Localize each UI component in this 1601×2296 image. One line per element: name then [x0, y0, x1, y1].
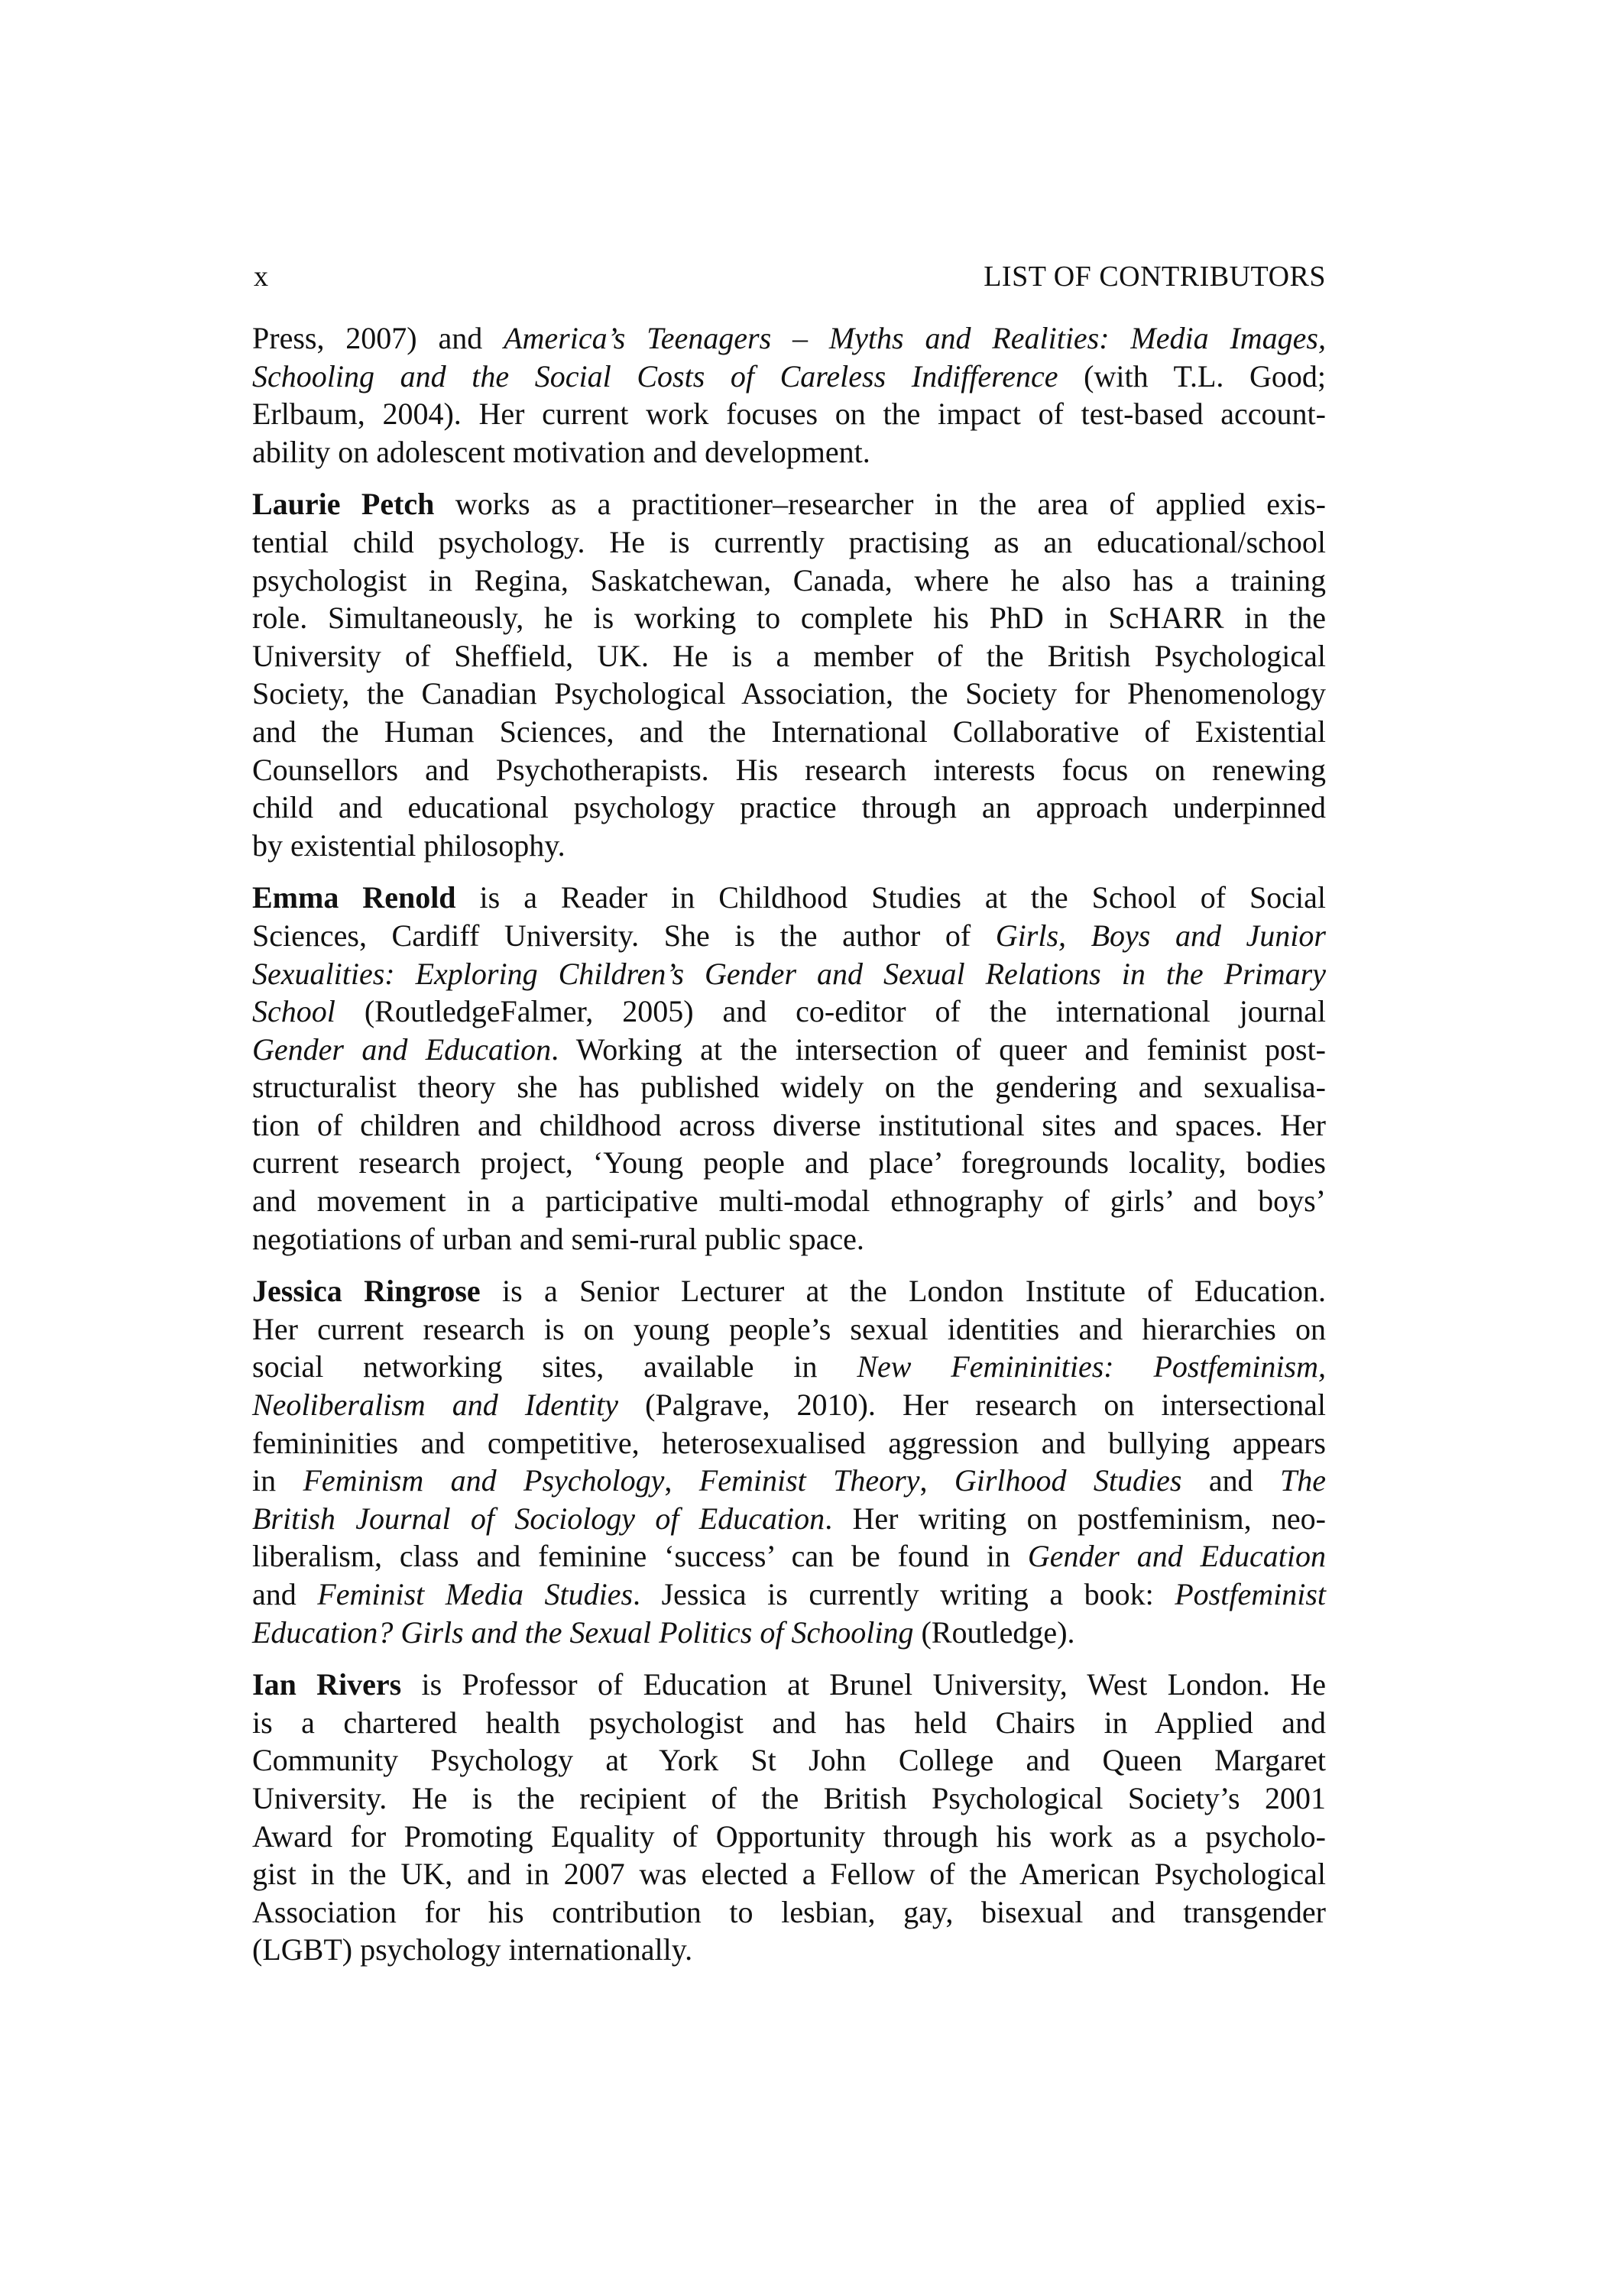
- text-line: [252, 523, 1326, 562]
- text-line: [252, 713, 1326, 751]
- text-run: tion of children and childhood across diverse institutional sites and spaces. Her: [252, 1107, 1326, 1142]
- contributor-paragraph: [252, 485, 1326, 864]
- text-run: . Working at the intersection of queer and feminist post-: [551, 1031, 1327, 1067]
- text-line: [252, 599, 1326, 637]
- text-run: Press, 2007) and: [252, 321, 504, 355]
- text-run: and movement in a participative multi-modal ethnography of girls’ and boys’: [252, 1184, 1326, 1219]
- text-run: is a Reader in Childhood Studies at the School of Social: [455, 880, 1326, 915]
- text-run: Award for Promoting Equality of Opportunity through his work as a psycholo-: [252, 1818, 1326, 1854]
- text-run: Society, the Canadian Psychological Association, the Society for Phenomenology: [252, 676, 1326, 711]
- contributor-name: Ian Rivers: [252, 1667, 402, 1702]
- page-number: x: [254, 261, 268, 293]
- text-line: [252, 1348, 1326, 1386]
- text-run: (Palgrave, 2010). Her research on intersectional: [618, 1388, 1326, 1423]
- text-line: [252, 1855, 1326, 1893]
- italic-title: New Femininities: Postfeminism,: [857, 1349, 1326, 1384]
- italic-title: Neoliberalism and Identity: [252, 1388, 619, 1423]
- text-run: in: [252, 1463, 303, 1498]
- text-line: [252, 1031, 1326, 1069]
- text-line: [252, 789, 1326, 827]
- contributor-paragraph: [252, 1272, 1326, 1651]
- italic-title: Feminist Theory: [698, 1463, 920, 1498]
- italic-title: Sexualities: Exploring Children’s Gender and Sexual Relations in the Primary: [252, 956, 1326, 991]
- running-title: LIST OF CONTRIBUTORS: [984, 261, 1326, 293]
- text-run: social networking sites, available in: [252, 1349, 857, 1384]
- text-line: [252, 1106, 1326, 1145]
- text-line: [252, 319, 1326, 358]
- text-run: current research project, ‘Young people and place’ foregrounds locality, bodies: [252, 1145, 1326, 1180]
- text-run: ,: [664, 1463, 699, 1498]
- text-line: [252, 1424, 1326, 1462]
- text-run: by existential philosophy.: [252, 827, 566, 863]
- italic-title: Education? Girls and the Sexual Politics of Schooling: [252, 1614, 914, 1650]
- text-line: [252, 1462, 1326, 1500]
- text-run: gist in the UK, and in 2007 was elected a Fellow of the American Psychological: [252, 1857, 1326, 1892]
- text-line: [252, 358, 1326, 396]
- text-run: Erlbaum, 2004). Her current work focuses on the impact of test-based account-: [252, 397, 1326, 432]
- contributor-name: Laurie Petch: [252, 487, 435, 522]
- text-line: [252, 395, 1326, 433]
- italic-title: British Journal of Sociology of Education: [252, 1501, 825, 1536]
- text-run: Sciences, Cardiff University. She is the author of: [252, 918, 996, 953]
- text-run: negotiations of urban and semi-rural public space.: [252, 1221, 864, 1256]
- text-line: [252, 993, 1326, 1031]
- text-run: is a chartered health psychologist and has held Chairs in Applied and: [252, 1705, 1326, 1740]
- text-run: Community Psychology at York St John College and Queen Margaret: [252, 1743, 1326, 1778]
- text-line: [252, 955, 1326, 993]
- italic-title: America’s Teenagers – Myths and Realities: Media Images,: [504, 321, 1326, 355]
- text-run: and: [1181, 1463, 1280, 1498]
- italic-title: Feminism and Psychology: [303, 1463, 665, 1498]
- italic-title: Postfeminist: [1175, 1577, 1327, 1611]
- text-run: (Routledge).: [913, 1614, 1075, 1650]
- text-run: and the Human Sciences, and the International Collaborative of Existential: [252, 714, 1326, 749]
- text-run: . Jessica is currently writing a book:: [633, 1577, 1175, 1611]
- text-line: [252, 751, 1326, 789]
- italic-title: School: [252, 994, 335, 1029]
- contributor-name: Jessica Ringrose: [252, 1274, 481, 1309]
- text-run: is a Senior Lecturer at the London Institute of Education.: [480, 1274, 1326, 1309]
- text-line: [252, 433, 1326, 471]
- text-line: [252, 827, 1326, 865]
- text-line: [252, 1931, 1326, 1969]
- italic-title: Schooling and the Social Costs of Careless Indifference: [252, 358, 1058, 393]
- text-line: [252, 1310, 1326, 1349]
- text-line: [252, 879, 1326, 917]
- italic-title: The: [1279, 1463, 1326, 1498]
- text-line: [252, 675, 1326, 713]
- text-line: [252, 637, 1326, 675]
- contributors-text: [252, 319, 1326, 1983]
- text-run: liberalism, class and feminine ‘success’ can be found in: [252, 1539, 1028, 1574]
- text-run: structuralist theory she has published widely on the gendering and sexualisa-: [252, 1070, 1326, 1105]
- contributor-paragraph: [252, 319, 1326, 471]
- text-run: Counsellors and Psychotherapists. His research interests focus on renewing: [252, 752, 1326, 787]
- text-line: [252, 1666, 1326, 1704]
- text-run: works as a practitioner–researcher in the area of applied exis-: [434, 487, 1327, 522]
- text-line: [252, 485, 1326, 523]
- text-line: [252, 1272, 1326, 1310]
- text-line: [252, 1182, 1326, 1220]
- contributor-paragraph: [252, 1666, 1326, 1969]
- text-line: [252, 1500, 1326, 1538]
- italic-title: Feminist Media Studies: [317, 1577, 634, 1611]
- text-run: (with T.L. Good;: [1058, 358, 1326, 393]
- text-line: [252, 1537, 1326, 1575]
- contributor-paragraph: [252, 879, 1326, 1258]
- text-line: [252, 562, 1326, 600]
- italic-title: Girls, Boys and Junior: [995, 918, 1326, 953]
- text-line: [252, 1386, 1326, 1424]
- text-run: University. He is the recipient of the British Psychological Society’s 2001: [252, 1780, 1326, 1815]
- text-line: [252, 1068, 1326, 1106]
- text-line: [252, 1779, 1326, 1818]
- text-line: [252, 1144, 1326, 1182]
- text-line: [252, 1818, 1326, 1856]
- text-run: role. Simultaneously, he is working to complete his PhD in ScHARR in the: [252, 601, 1326, 636]
- text-line: [252, 1220, 1326, 1258]
- text-run: tential child psychology. He is currently practising as an educational/school: [252, 524, 1326, 559]
- text-line: [252, 1575, 1326, 1614]
- text-run: . Her writing on postfeminism, neo-: [825, 1501, 1327, 1536]
- text-run: ,: [919, 1463, 954, 1498]
- text-run: is Professor of Education at Brunel University, West London. He: [401, 1667, 1327, 1702]
- italic-title: Girlhood Studies: [954, 1463, 1182, 1498]
- text-run: Association for his contribution to lesbian, gay, bisexual and transgender: [252, 1894, 1326, 1929]
- text-run: and: [252, 1577, 318, 1611]
- contributor-name: Emma Renold: [252, 880, 456, 915]
- text-run: psychologist in Regina, Saskatchewan, Canada, where he also has a training: [252, 562, 1326, 597]
- text-run: femininities and competitive, heterosexualised aggression and bullying appears: [252, 1425, 1326, 1460]
- text-run: child and educational psychology practice through an approach underpinned: [252, 790, 1326, 825]
- text-run: ability on adolescent motivation and development.: [252, 434, 870, 469]
- italic-title: Gender and Education: [1027, 1539, 1327, 1574]
- text-run: University of Sheffield, UK. He is a member of the British Psychological: [252, 638, 1326, 673]
- text-line: [252, 1741, 1326, 1779]
- text-line: [252, 1893, 1326, 1932]
- running-header: [252, 257, 1326, 296]
- text-run: (RoutledgeFalmer, 2005) and co-editor of the international journal: [335, 994, 1326, 1029]
- italic-title: Gender and Education: [252, 1031, 552, 1067]
- text-line: [252, 1704, 1326, 1742]
- text-line: [252, 917, 1326, 955]
- text-line: [252, 1614, 1326, 1652]
- text-run: (LGBT) psychology internationally.: [252, 1932, 693, 1967]
- text-run: Her current research is on young people’s sexual identities and hierarchies on: [252, 1311, 1326, 1346]
